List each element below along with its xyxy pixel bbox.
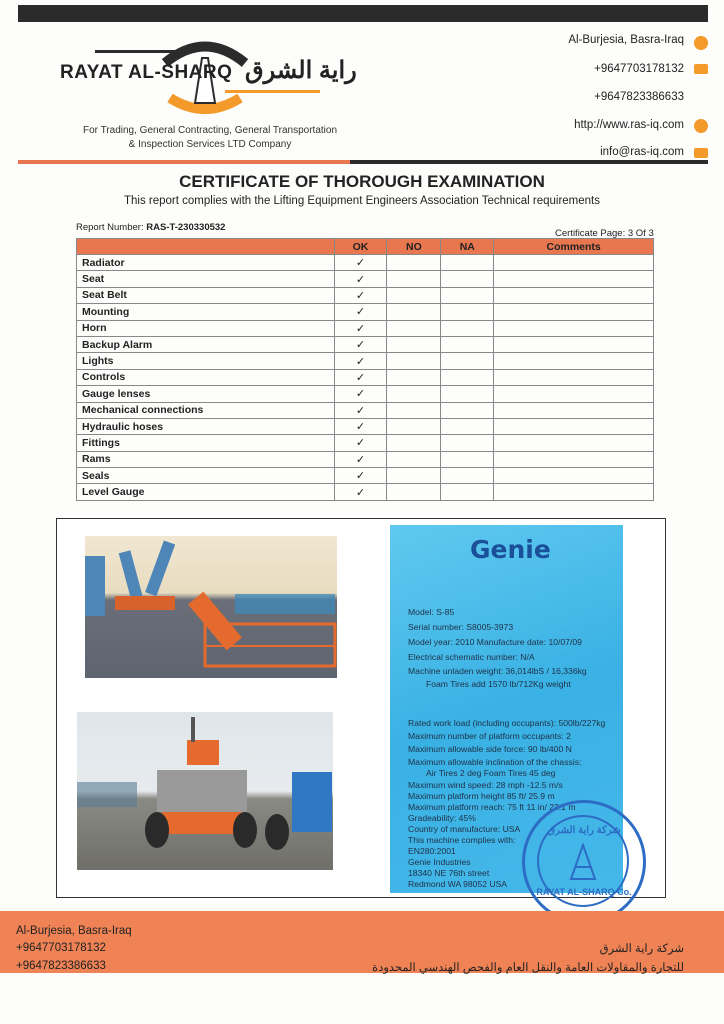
nameplate-line: Rated work load (including occupants): 500lb/227kg bbox=[408, 718, 606, 728]
na-cell bbox=[441, 271, 494, 287]
checklist-item-label: Mechanical connections bbox=[77, 402, 335, 418]
no-cell bbox=[387, 369, 441, 385]
contact-phone-1: +9647703178132 bbox=[594, 63, 684, 75]
ok-tick: ✓ bbox=[334, 451, 387, 467]
na-cell bbox=[441, 402, 494, 418]
ok-tick: ✓ bbox=[334, 336, 387, 352]
globe-icon bbox=[694, 119, 708, 133]
genie-brand: Genie bbox=[470, 535, 551, 564]
nameplate-line: Foam Tires add 1570 lb/712Kg weight bbox=[426, 679, 571, 689]
col-item bbox=[77, 239, 335, 255]
ok-tick: ✓ bbox=[334, 435, 387, 451]
checklist-row bbox=[77, 451, 654, 467]
comments-cell bbox=[494, 402, 654, 418]
na-cell bbox=[441, 336, 494, 352]
checklist-row bbox=[77, 402, 654, 418]
ok-tick: ✓ bbox=[334, 386, 387, 402]
ok-tick: ✓ bbox=[334, 271, 387, 287]
contact-phone-2: +9647823386633 bbox=[594, 91, 684, 103]
checklist-item-label: Seals bbox=[77, 468, 335, 484]
nameplate-line: Maximum wind speed: 28 mph -12.5 m/s bbox=[408, 780, 563, 790]
ok-tick: ✓ bbox=[334, 484, 387, 500]
comments-cell bbox=[494, 320, 654, 336]
col-no: NO bbox=[387, 239, 441, 255]
certificate-subtitle: This report complies with the Lifting Equipment Engineers Association Technical requirements bbox=[123, 195, 600, 207]
checklist-item-label: Hydraulic hoses bbox=[77, 418, 335, 434]
nameplate-line: Machine unladen weight: 36,014lbS / 16,336kg bbox=[408, 666, 587, 676]
nameplate-line: Electrical schematic number: N/A bbox=[408, 652, 535, 662]
comments-cell bbox=[494, 304, 654, 320]
checklist-row bbox=[77, 271, 654, 287]
checklist-item-label: Fittings bbox=[77, 435, 335, 451]
checklist-header bbox=[77, 239, 654, 255]
na-cell bbox=[441, 468, 494, 484]
ok-tick: ✓ bbox=[334, 468, 387, 484]
checklist-row bbox=[77, 320, 654, 336]
checklist-item-label: Seat bbox=[77, 271, 335, 287]
comments-cell bbox=[494, 255, 654, 271]
na-cell bbox=[441, 484, 494, 500]
nameplate-line: Maximum platform reach: 75 ft 11 in/ 23.1 m bbox=[408, 802, 576, 812]
na-cell bbox=[441, 435, 494, 451]
nameplate-line: Genie Industries bbox=[408, 857, 471, 867]
contact-website: http://www.ras-iq.com bbox=[574, 119, 684, 131]
footer-phone-1: +9647703178132 bbox=[16, 942, 106, 954]
company-stamp bbox=[522, 800, 646, 924]
checklist-row bbox=[77, 304, 654, 320]
no-cell bbox=[387, 271, 441, 287]
na-cell bbox=[441, 255, 494, 271]
checklist-item-label: Lights bbox=[77, 353, 335, 369]
checklist-item-label: Rams bbox=[77, 451, 335, 467]
report-number-label: Report Number: bbox=[76, 222, 144, 233]
checklist-item-label: Mounting bbox=[77, 304, 335, 320]
comments-cell bbox=[494, 271, 654, 287]
checklist-item-label: Controls bbox=[77, 369, 335, 385]
footer-phone-2: +9647823386633 bbox=[16, 960, 106, 972]
tagline-line-2: & Inspection Services LTD Company bbox=[128, 139, 292, 150]
nameplate-line: Serial number: S8005-3973 bbox=[408, 622, 514, 632]
ok-tick: ✓ bbox=[334, 353, 387, 369]
company-name-en: RAYAT AL-SHARQ bbox=[60, 62, 233, 83]
checklist-row bbox=[77, 484, 654, 500]
na-cell bbox=[441, 386, 494, 402]
derrick-icon bbox=[567, 843, 599, 881]
company-tagline bbox=[60, 124, 360, 152]
no-cell bbox=[387, 402, 441, 418]
checklist-row bbox=[77, 336, 654, 352]
no-cell bbox=[387, 336, 441, 352]
no-cell bbox=[387, 353, 441, 369]
nameplate-line: Maximum allowable inclination of the chassis: bbox=[408, 757, 582, 767]
nameplate-line: Maximum number of platform occupants: 2 bbox=[408, 731, 571, 741]
comments-cell bbox=[494, 369, 654, 385]
no-cell bbox=[387, 451, 441, 467]
checklist-row bbox=[77, 468, 654, 484]
inspection-checklist bbox=[76, 238, 654, 501]
report-number bbox=[76, 222, 225, 233]
comments-cell bbox=[494, 353, 654, 369]
nameplate-line: Gradeability: 45% bbox=[408, 813, 476, 823]
comments-cell bbox=[494, 468, 654, 484]
nameplate-line: Air Tires 2 deg Foam Tires 45 deg bbox=[426, 768, 556, 778]
checklist-row bbox=[77, 386, 654, 402]
ok-tick: ✓ bbox=[334, 304, 387, 320]
phone-icon bbox=[694, 64, 708, 74]
nameplate-line: Maximum allowable side force: 90 lb/400 N bbox=[408, 744, 572, 754]
checklist-item-label: Horn bbox=[77, 320, 335, 336]
no-cell bbox=[387, 418, 441, 434]
na-cell bbox=[441, 369, 494, 385]
envelope-icon bbox=[694, 148, 708, 158]
checklist-item-label: Radiator bbox=[77, 255, 335, 271]
checklist-row bbox=[77, 255, 654, 271]
ok-tick: ✓ bbox=[334, 369, 387, 385]
na-cell bbox=[441, 320, 494, 336]
footer-company-ar: شركة راية الشرق bbox=[599, 943, 684, 955]
na-cell bbox=[441, 304, 494, 320]
stamp-text-en: RAYAT AL-SHARQ Co. bbox=[536, 887, 632, 897]
no-cell bbox=[387, 468, 441, 484]
nameplate-line: Country of manufacture: USA bbox=[408, 824, 521, 834]
checklist-row bbox=[77, 287, 654, 303]
certificate-page: Certificate Page: 3 Of 3 bbox=[555, 228, 654, 239]
nameplate-line: 18340 NE 76th street bbox=[408, 868, 490, 878]
header-divider-dark bbox=[350, 160, 708, 164]
checklist-row bbox=[77, 369, 654, 385]
company-name-ar: راية الشرق bbox=[245, 57, 357, 84]
footer-address: Al-Burjesia, Basra-Iraq bbox=[16, 925, 132, 937]
ok-tick: ✓ bbox=[334, 287, 387, 303]
nameplate-line: Redmond WA 98052 USA bbox=[408, 879, 508, 889]
comments-cell bbox=[494, 435, 654, 451]
no-cell bbox=[387, 287, 441, 303]
equipment-photo-rear bbox=[77, 712, 333, 870]
no-cell bbox=[387, 484, 441, 500]
ok-tick: ✓ bbox=[334, 402, 387, 418]
top-bar bbox=[18, 5, 708, 22]
nameplate-line: EN280:2001 bbox=[408, 846, 456, 856]
na-cell bbox=[441, 287, 494, 303]
nameplate-line: Model: S-85 bbox=[408, 607, 455, 617]
checklist-row bbox=[77, 435, 654, 451]
na-cell bbox=[441, 353, 494, 369]
no-cell bbox=[387, 386, 441, 402]
na-cell bbox=[441, 418, 494, 434]
checklist-row bbox=[77, 418, 654, 434]
report-number-value: RAS-T-230330532 bbox=[146, 222, 226, 233]
checklist-item-label: Level Gauge bbox=[77, 484, 335, 500]
col-na: NA bbox=[441, 239, 494, 255]
comments-cell bbox=[494, 336, 654, 352]
header-divider-orange bbox=[18, 160, 350, 164]
col-ok: OK bbox=[334, 239, 387, 255]
ok-tick: ✓ bbox=[334, 418, 387, 434]
nameplate-line: Model year: 2010 Manufacture date: 10/07/09 bbox=[408, 637, 582, 647]
comments-cell bbox=[494, 418, 654, 434]
col-comments: Comments bbox=[494, 239, 654, 255]
footer-description-ar: للتجارة والمقاولات العامة والنقل العام والفحص الهندسي المحدودة bbox=[372, 962, 684, 974]
comments-cell bbox=[494, 451, 654, 467]
comments-cell bbox=[494, 484, 654, 500]
contact-address: Al-Burjesia, Basra-Iraq bbox=[568, 34, 684, 46]
equipment-photo-boom bbox=[85, 536, 337, 678]
checklist-item-label: Seat Belt bbox=[77, 287, 335, 303]
stamp-text-ar: شركة راية الشرق bbox=[547, 825, 621, 836]
comments-cell bbox=[494, 386, 654, 402]
no-cell bbox=[387, 320, 441, 336]
ok-tick: ✓ bbox=[334, 255, 387, 271]
ok-tick: ✓ bbox=[334, 320, 387, 336]
nameplate-line: This machine complies with: bbox=[408, 835, 516, 845]
contact-email: info@ras-iq.com bbox=[600, 146, 684, 158]
tagline-line-1: For Trading, General Contracting, General Transportation bbox=[82, 125, 338, 136]
comments-cell bbox=[494, 287, 654, 303]
no-cell bbox=[387, 255, 441, 271]
checklist-item-label: Gauge lenses bbox=[77, 386, 335, 402]
checklist-item-label: Backup Alarm bbox=[77, 336, 335, 352]
checklist-row bbox=[77, 353, 654, 369]
no-cell bbox=[387, 304, 441, 320]
na-cell bbox=[441, 451, 494, 467]
certificate-title: CERTIFICATE OF THOROUGH EXAMINATION bbox=[179, 172, 545, 191]
no-cell bbox=[387, 435, 441, 451]
nameplate-line: Maximum platform height 85 ft/ 25.9 m bbox=[408, 791, 555, 801]
location-pin-icon bbox=[694, 36, 708, 50]
